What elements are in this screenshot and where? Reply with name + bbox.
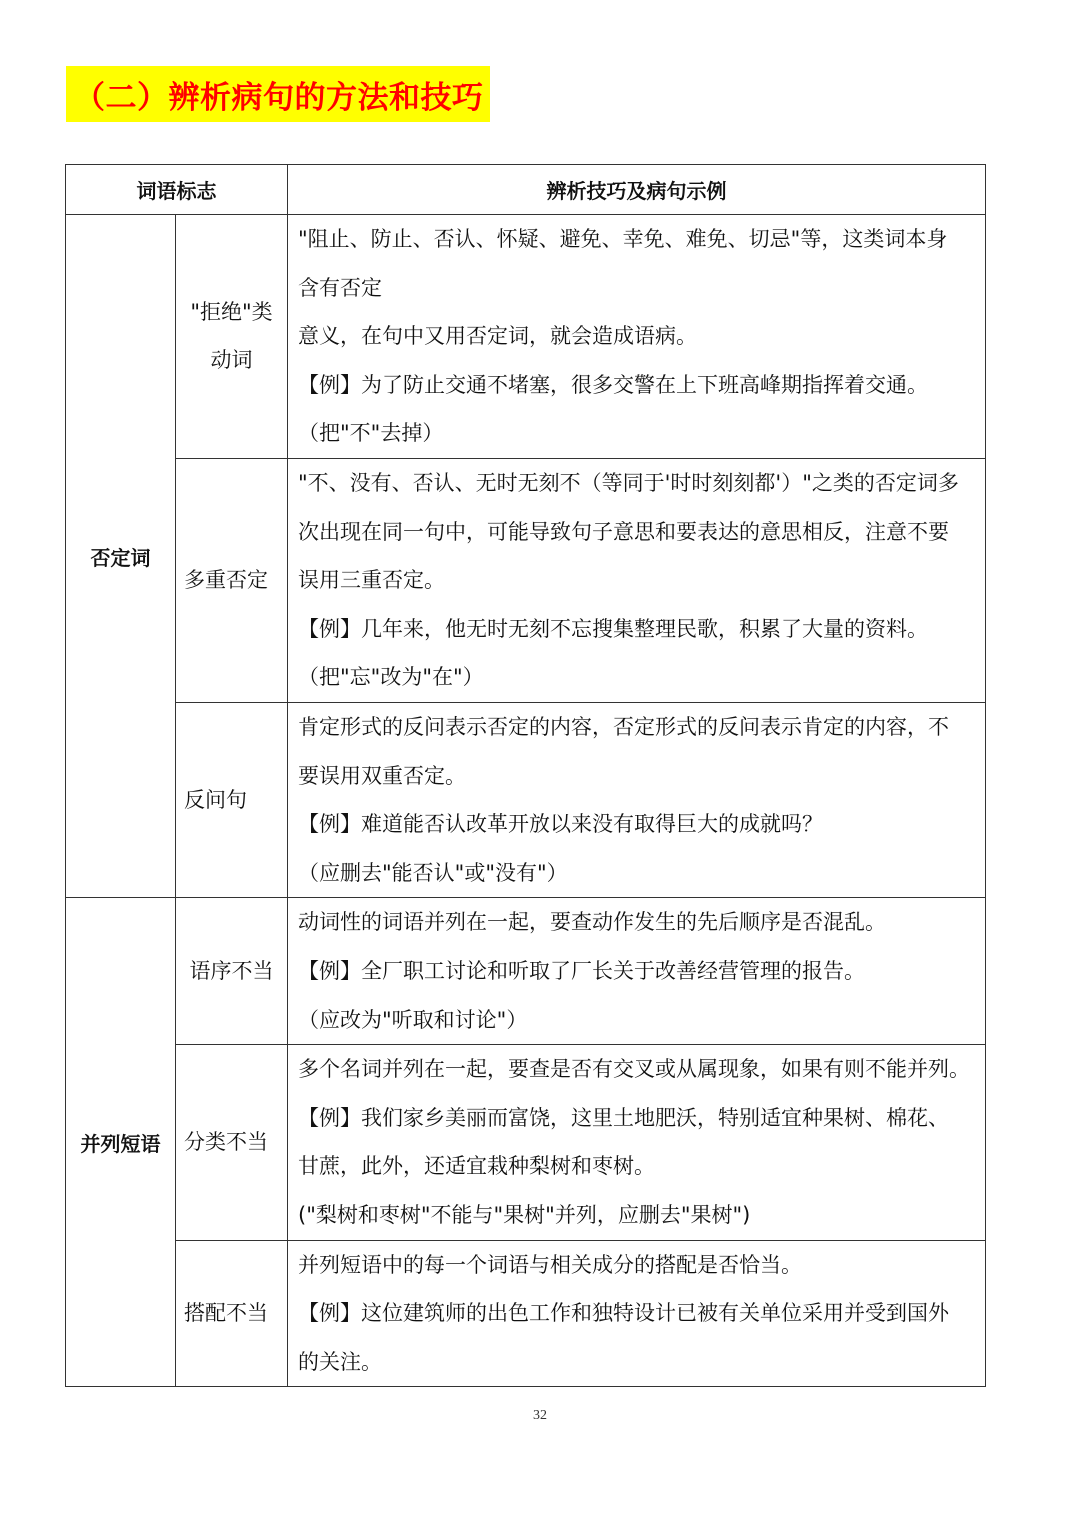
technique-description: "阻止、防止、否认、怀疑、避免、幸免、难免、切忌"等，这类词本身 含有否定 意义，在句中又用否定词，就会造成语病。 【例】为了防止交通不堵塞，很多交警在上下班高峰期指挥着交通。 （把"不"去掉） <box>288 215 986 459</box>
section-title: （二）辨析病句的方法和技巧 <box>74 79 484 116</box>
subcategory-wrong-collocation: 搭配不当 <box>176 1240 288 1387</box>
technique-description: 多个名词并列在一起，要查是否有交叉或从属现象，如果有则不能并列。 【例】我们家乡美丽而富饶，这里土地肥沃，特别适宜种果树、棉花、 甘蔗，此外，还适宜栽种梨树和枣树。 ("梨树和枣树"不能与"果树"并列，应删去"果树") <box>288 1045 986 1240</box>
table-row <box>66 1240 986 1387</box>
header-technique: 辨析技巧及病句示例 <box>288 165 986 215</box>
technique-description: "不、没有、否认、无时无刻不（等同于'时时刻刻都'）"之类的否定词多 次出现在同一句中，可能导致句子意思和要表达的意思相反，注意不要 误用三重否定。 【例】几年来，他无时无刻不忘搜集整理民歌，积累了大量的资料。 （把"忘"改为"在"） <box>288 458 986 702</box>
category-negation: 否定词 <box>66 215 176 898</box>
table-row <box>66 215 986 459</box>
technique-description: 肯定形式的反问表示否定的内容，否定形式的反问表示肯定的内容，不 要误用双重否定。 【例】难道能否认改革开放以来没有取得巨大的成就吗？ （应删去"能否认"或"没有"） <box>288 702 986 897</box>
analysis-table <box>65 164 986 1387</box>
table-header-row <box>66 165 986 215</box>
subcategory-refuse-verbs: "拒绝"类 动词 <box>176 215 288 459</box>
table-row <box>66 898 986 1045</box>
header-keyword: 词语标志 <box>66 165 288 215</box>
table-row <box>66 1045 986 1240</box>
technique-description: 动词性的词语并列在一起，要查动作发生的先后顺序是否混乱。 【例】全厂职工讨论和听取了厂长关于改善经营管理的报告。 （应改为"听取和讨论"） <box>288 898 986 1045</box>
table-row <box>66 702 986 897</box>
category-parallel-phrase: 并列短语 <box>66 898 176 1387</box>
section-title-banner <box>66 66 490 122</box>
subcategory-wrong-order: 语序不当 <box>176 898 288 1045</box>
subcategory-wrong-classification: 分类不当 <box>176 1045 288 1240</box>
technique-description: 并列短语中的每一个词语与相关成分的搭配是否恰当。 【例】这位建筑师的出色工作和独特设计已被有关单位采用并受到国外 的关注。 <box>288 1240 986 1387</box>
page-number: 32 <box>533 1408 547 1423</box>
table-row <box>66 458 986 702</box>
subcategory-rhetorical-question: 反问句 <box>176 702 288 897</box>
subcategory-multiple-negation: 多重否定 <box>176 458 288 702</box>
